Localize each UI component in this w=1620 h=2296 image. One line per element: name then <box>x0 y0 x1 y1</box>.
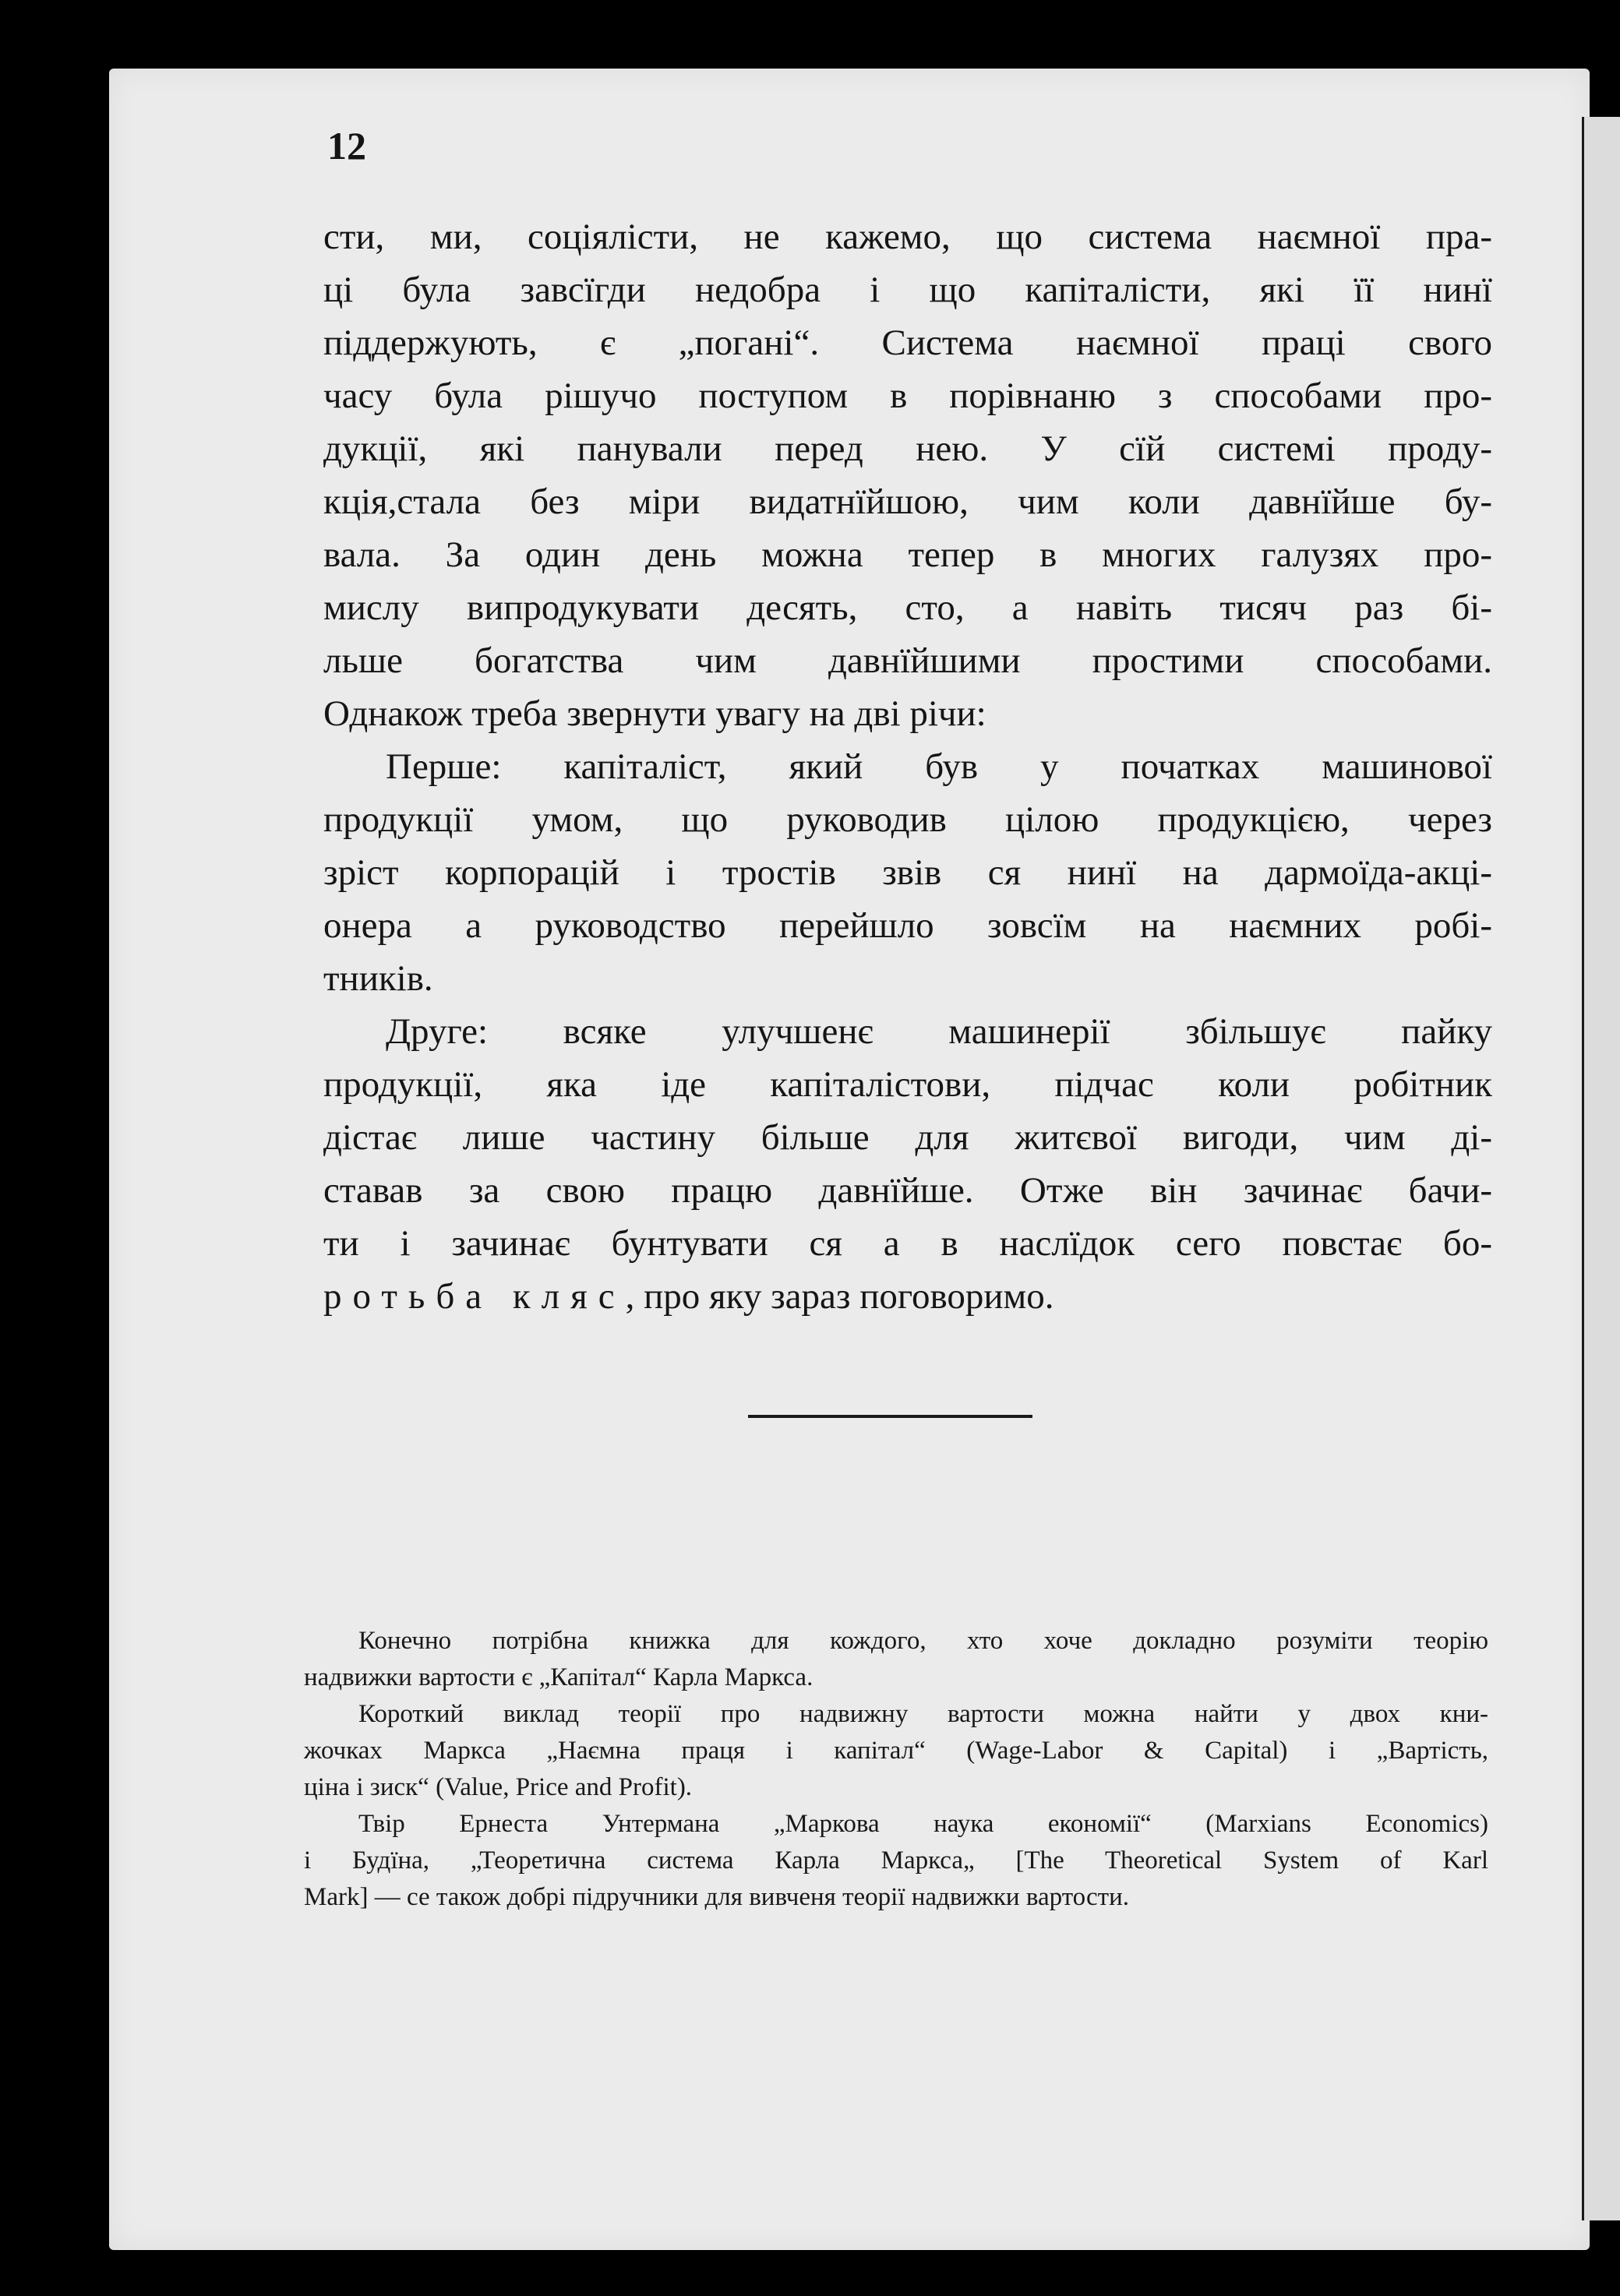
footnote-line: Короткий виклад теорії про надвижну вартости можна найти у двох кни- <box>358 1700 1488 1728</box>
paragraph-2 <box>323 740 1492 1005</box>
text-fragment: , про яку зараз поговоримо. <box>625 1276 1054 1317</box>
text-line: мислу випродукувати десять, сто, а навіть тисяч раз бі- <box>323 587 1492 628</box>
text-line: зріст корпорацій і тростів звів ся нинї на дармоїда-акці- <box>323 852 1492 893</box>
emphasized-phrase: ротьба кляс <box>323 1276 626 1317</box>
text-line: часу була рішучо поступом в порівнаню з способами про- <box>323 376 1492 416</box>
text-line: дукції, які панували перед нею. У сїй системі проду- <box>323 429 1492 469</box>
footnote-line: Твір Ернеста Унтермана „Маркова наука економії“ (Marxians Economics) <box>358 1810 1488 1838</box>
next-page-edge <box>1582 117 1620 2220</box>
page-number: 12 <box>327 124 366 168</box>
text-line: кція,стала без міри видатнїйшою, чим коли давнїйше бу- <box>323 481 1492 522</box>
section-divider <box>748 1415 1032 1418</box>
text-line: Однакож треба звернути увагу на дві річи: <box>323 693 986 734</box>
text-line: вала. За один день можна тепер в многих галузях про- <box>323 534 1492 575</box>
text-line: продукції, яка іде капіталістови, підчас коли робітник <box>323 1064 1492 1105</box>
footnote-line: жочках Маркса „Наємна праця і капітал“ (Wage-Labor & Capital) і „Вартість, <box>304 1737 1488 1765</box>
text-line: піддержують, є „погані“. Система наємної праці свого <box>323 323 1492 363</box>
footnote-2 <box>304 1696 1488 1806</box>
text-line: продукції умом, що руководив цілою продукцією, через <box>323 799 1492 840</box>
footnote-1 <box>304 1623 1488 1696</box>
text-line-final <box>323 1270 1492 1323</box>
footnotes <box>304 1623 1488 1916</box>
footnote-line: ціна і зиск“ (Value, Price and Profit). <box>304 1773 693 1801</box>
text-line: онера а руководство перейшло зовсїм на наємних робі- <box>323 905 1492 946</box>
paragraph-1 <box>323 210 1492 740</box>
footnote-line: Mark] — се також добрі підручники для вивченя теорії надвижки вартости. <box>304 1883 1129 1911</box>
text-line: ставав за свою працю давнїйше. Отже він зачинає бачи- <box>323 1170 1492 1211</box>
footnote-line: і Будїна, „Теоретична система Карла Маркса„ [The Theoretical System of Karl <box>304 1846 1488 1875</box>
text-line: ти і зачинає бунтувати ся а в наслїдок сего повстає бо- <box>323 1223 1492 1264</box>
text-line: сти, ми, соціялісти, не кажемо, що система наємної пра- <box>323 217 1492 257</box>
paragraph-3 <box>323 1005 1492 1323</box>
text-line: льше богатства чим давнїйшими простими способами. <box>323 640 1492 681</box>
body-text <box>323 210 1492 1323</box>
footnote-line: Конечно потрібна книжка для кождого, хто хоче докладно розуміти теорію <box>358 1627 1488 1655</box>
text-line: ці була завсїгди недобра і що капіталісти, які її нинї <box>323 270 1492 310</box>
text-line: Перше: капіталіст, який був у початках машинової <box>386 746 1492 787</box>
footnote-line: надвижки вартости є „Капітал“ Карла Маркса. <box>304 1663 814 1691</box>
text-line: тників. <box>323 958 433 999</box>
footnote-3 <box>304 1806 1488 1916</box>
text-line: Друге: всяке улучшенє машинерії збільшує пайку <box>386 1011 1492 1052</box>
text-line: дістає лише частину більше для житєвої вигоди, чим ді- <box>323 1117 1492 1158</box>
